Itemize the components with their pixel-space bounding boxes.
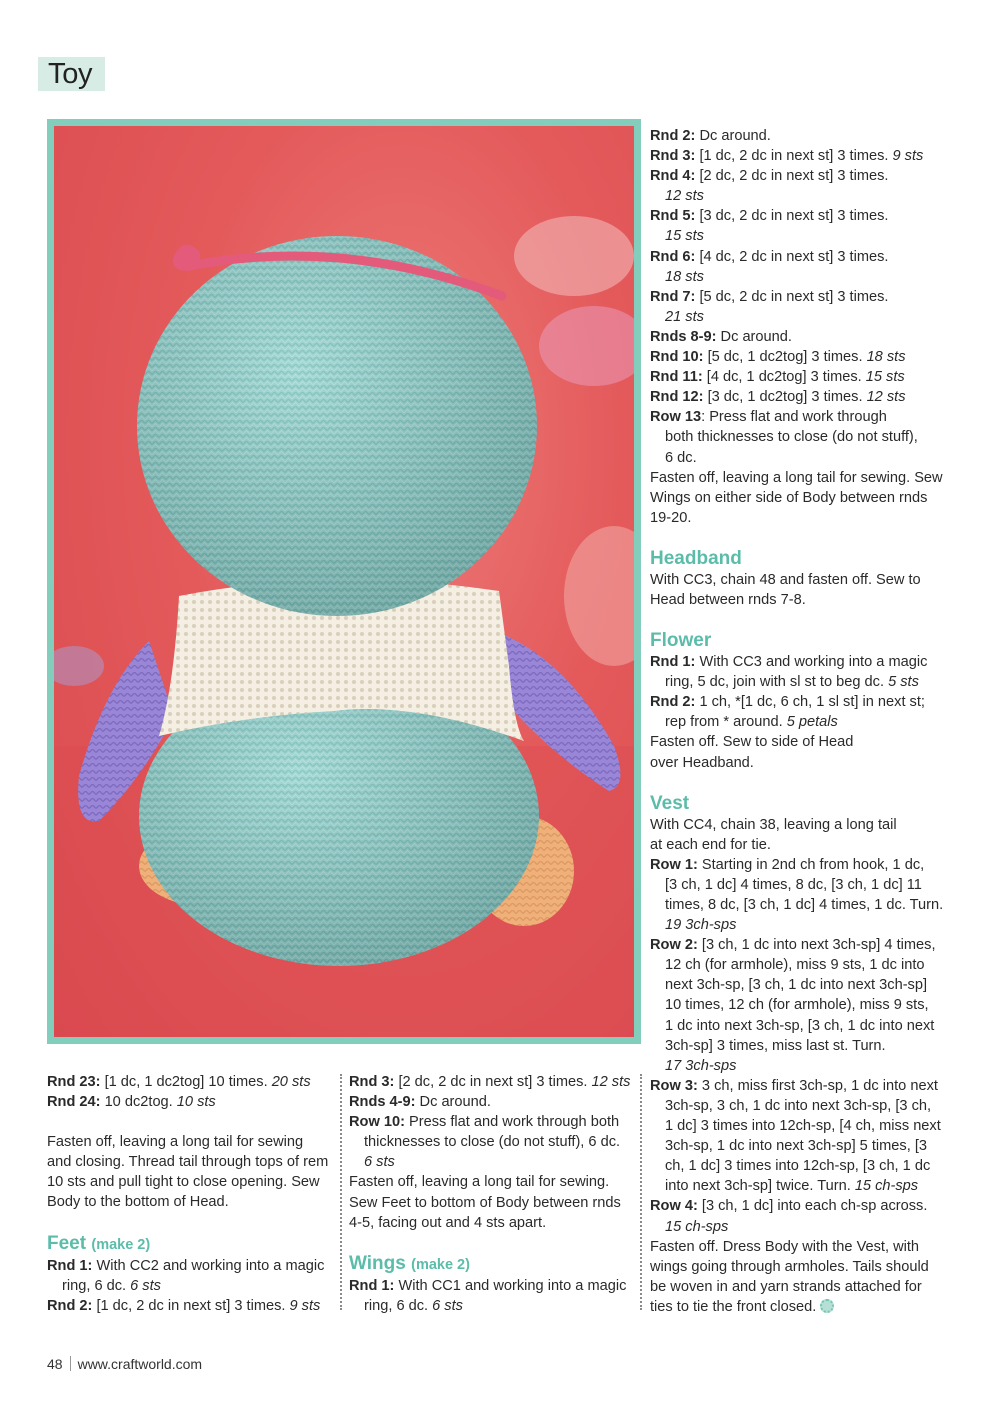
row-text: ch, 1 dc] 3 times into 12ch-sp, [3 ch, 1 dc — [665, 1158, 931, 1175]
feet-make-count: (make 2) — [91, 1236, 151, 1253]
row-text: be woven in and yarn strands attached for — [650, 1278, 922, 1295]
row-label: Rnd 3: — [349, 1074, 395, 1090]
text-line — [650, 287, 943, 307]
text-line — [650, 1036, 943, 1056]
stitch-count: 15 ch-sps — [854, 1178, 919, 1195]
section-title: Toy — [48, 58, 93, 90]
row-text: [2 dc, 2 dc in next st] 3 times. — [695, 168, 889, 185]
text-line — [349, 1276, 630, 1296]
body-rows-end — [47, 1072, 328, 1112]
row-text: [4 dc, 1 dc2tog] 3 times. — [702, 369, 866, 386]
row-text: 3 ch, miss first 3ch-sp, 1 dc into next — [697, 1077, 938, 1094]
row-text: thicknesses to close (do not stuff), 6 dc. — [364, 1134, 621, 1151]
row-text: 6 dc. — [665, 449, 697, 466]
stitch-count: 17 3ch-sps — [665, 1057, 737, 1074]
row-text: 10 sts and pull tight to close opening. Sew — [47, 1174, 320, 1191]
row-text: 12 ch (for armhole), miss 9 sts, 1 dc into — [665, 957, 925, 974]
row-label: Row 1: — [650, 856, 698, 873]
row-label: Row 4: — [650, 1198, 698, 1215]
stitch-count: 21 sts — [665, 308, 704, 325]
text-line — [650, 895, 943, 915]
row-text: Fasten off. Dress Body with the Vest, with — [650, 1238, 920, 1255]
text-line — [650, 327, 943, 347]
row-text: ring, 6 dc. — [62, 1277, 131, 1294]
text-line — [349, 1296, 630, 1316]
stitch-count: 18 sts — [866, 349, 906, 366]
row-text: [3 ch, 1 dc] into each ch-sp across. — [697, 1198, 928, 1215]
row-label: Rnd 2: — [47, 1297, 93, 1314]
row-text: [3 dc, 2 dc in next st] 3 times. — [695, 208, 889, 225]
row-label: Row 10: — [349, 1114, 405, 1131]
text-line — [650, 146, 943, 166]
stitch-count: 6 sts — [130, 1277, 161, 1294]
text-line — [349, 1172, 630, 1192]
row-text: With CC1 and working into a magic — [394, 1277, 627, 1294]
footer-url[interactable]: www.craftworld.com — [77, 1356, 203, 1372]
penguin-illustration — [54, 126, 634, 1037]
row-text: With CC4, chain 38, leaving a long tail — [650, 816, 897, 833]
stitch-count: 12 sts — [591, 1074, 631, 1090]
stitch-count: 9 sts — [289, 1297, 321, 1314]
row-text: over Headband. — [650, 754, 754, 771]
text-line — [650, 407, 943, 427]
text-line — [47, 1132, 328, 1152]
text-line — [650, 1257, 943, 1277]
row-text: [3 ch, 1 dc into next 3ch-sp] 4 times, — [697, 937, 936, 954]
row-label: Row 13 — [650, 409, 702, 426]
stitch-count: 5 petals — [786, 714, 838, 731]
photo — [47, 119, 641, 1044]
text-line — [650, 247, 943, 267]
right-column — [650, 126, 943, 1317]
row-text: Dc around. — [415, 1094, 491, 1111]
text-line — [349, 1072, 630, 1092]
row-label: Rnd 23: — [47, 1074, 101, 1090]
row-text: Press flat and work through both — [404, 1114, 620, 1131]
row-text: Fasten off, leaving a long tail for sewing — [47, 1134, 304, 1151]
text-line — [650, 652, 943, 672]
row-text: [5 dc, 1 dc2tog] 3 times. — [703, 349, 867, 366]
row-text: [2 dc, 2 dc in next st] 3 times. — [394, 1074, 592, 1090]
row-text: 3ch-sp] 3 times, miss last st. Turn. — [665, 1037, 886, 1054]
text-line — [650, 1016, 943, 1036]
row-label: Rnd 3: — [650, 148, 696, 165]
text-line — [650, 955, 943, 975]
text-line — [650, 815, 943, 835]
row-text: With CC2 and working into a magic — [92, 1257, 325, 1274]
text-line — [650, 570, 943, 590]
row-text: 1 dc] 3 times into 12ch-sp, [4 ch, miss next — [665, 1118, 941, 1135]
text-line — [650, 1196, 943, 1216]
row-text: 3ch-sp, 1 dc into next 3ch-sp] 5 times, [3 — [665, 1138, 928, 1155]
row-label: Rnd 4: — [650, 168, 696, 185]
text-line — [650, 935, 943, 955]
row-text: ring, 6 dc. — [364, 1297, 433, 1314]
row-text: 19-20. — [650, 509, 692, 526]
text-line — [650, 915, 943, 935]
wings-heading: Wings (make 2) — [349, 1252, 470, 1274]
text-line — [650, 126, 943, 146]
text-line — [650, 468, 943, 488]
text-line — [650, 448, 943, 468]
row-text: Fasten off, leaving a long tail for sewing. Sew — [650, 469, 943, 486]
page-footer — [47, 1356, 202, 1372]
feet-rows-end — [349, 1072, 630, 1233]
row-text: ring, 5 dc, join with sl st to beg dc. — [665, 674, 889, 691]
stitch-count: 15 sts — [865, 369, 905, 386]
text-line — [650, 855, 943, 875]
end-mark-icon — [820, 1299, 834, 1313]
wings-make-count: (make 2) — [411, 1256, 470, 1273]
row-label: Rnd 2: — [650, 128, 696, 144]
text-line — [349, 1213, 630, 1233]
text-line — [650, 1076, 943, 1096]
row-label: Rnd 1: — [349, 1277, 395, 1294]
text-line — [650, 427, 943, 447]
row-text: [3 dc, 1 dc2tog] 3 times. — [703, 389, 867, 406]
feet-heading: Feet (make 2) — [47, 1232, 151, 1254]
row-label: Row 2: — [650, 937, 698, 954]
text-line — [650, 166, 943, 186]
text-line — [650, 307, 943, 327]
text-line — [650, 995, 943, 1015]
flower-heading: Flower — [650, 630, 712, 652]
text-line — [47, 1092, 328, 1112]
row-text: With CC3 and working into a magic — [695, 654, 928, 671]
vest-text — [650, 815, 943, 1317]
column-divider-left — [340, 1074, 342, 1310]
text-line — [47, 1256, 328, 1276]
text-line — [650, 267, 943, 287]
pattern-rows-head — [650, 126, 943, 528]
row-text: wings going through armholes. Tails should — [650, 1258, 929, 1275]
row-text: Starting in 2nd ch from hook, 1 dc, — [697, 856, 925, 873]
row-text: 3ch-sp, 3 ch, 1 dc into next 3ch-sp, [3 ch, — [665, 1097, 932, 1114]
text-line — [47, 1072, 328, 1092]
row-text: Body to the bottom of Head. — [47, 1194, 229, 1211]
text-line — [349, 1092, 630, 1112]
text-line — [650, 753, 943, 773]
row-label: Rnd 12: — [650, 389, 704, 406]
stitch-count: 10 sts — [176, 1094, 216, 1111]
text-line — [650, 692, 943, 712]
text-line — [47, 1172, 328, 1192]
text-line — [650, 1176, 943, 1196]
row-text: rep from * around. — [665, 714, 787, 731]
text-line — [650, 1096, 943, 1116]
row-text: 10 times, 12 ch (for armhole), miss 9 sts, — [665, 997, 929, 1014]
row-label: Rnd 1: — [650, 654, 696, 671]
text-line — [650, 186, 943, 206]
row-text: both thicknesses to close (do not stuff), — [665, 429, 918, 446]
text-line — [650, 835, 943, 855]
row-text: Head between rnds 7-8. — [650, 591, 806, 608]
text-line — [650, 508, 943, 528]
stitch-count: 15 ch-sps — [665, 1218, 729, 1235]
row-text: [4 dc, 2 dc in next st] 3 times. — [695, 248, 889, 265]
text-line — [650, 590, 943, 610]
text-line — [650, 1136, 943, 1156]
vest-heading: Vest — [650, 792, 690, 814]
row-text: Sew Feet to bottom of Body between rnds — [349, 1194, 621, 1211]
text-line — [650, 387, 943, 407]
text-line — [650, 1277, 943, 1297]
row-label: Rnd 1: — [47, 1257, 93, 1274]
text-line — [349, 1132, 630, 1152]
wings-text — [349, 1276, 630, 1316]
text-line — [650, 1217, 943, 1237]
flower-text — [650, 652, 943, 773]
row-text: Fasten off, leaving a long tail for sewing. — [349, 1174, 610, 1191]
text-line — [650, 1297, 943, 1317]
text-line — [650, 226, 943, 246]
text-line — [650, 975, 943, 995]
row-text: [1 dc, 2 dc in next st] 3 times. — [695, 148, 893, 165]
text-line — [47, 1152, 328, 1172]
text-line — [349, 1112, 630, 1132]
bottom-left-column — [47, 1072, 328, 1316]
row-text: into next 3ch-sp] twice. Turn. — [665, 1178, 855, 1195]
row-label: Rnd 5: — [650, 208, 696, 225]
text-line — [650, 1056, 943, 1076]
row-text: 4-5, facing out and 4 sts apart. — [349, 1214, 547, 1231]
row-text: times, 8 dc, [3 ch, 1 dc] 4 times, 1 dc. Turn. — [665, 897, 944, 913]
stitch-count: 19 3ch-sps — [665, 917, 737, 934]
stitch-count: 18 sts — [665, 268, 704, 285]
row-label: Rnd 24: — [47, 1094, 101, 1111]
text-line — [650, 1116, 943, 1136]
stitch-count: 6 sts — [364, 1154, 395, 1171]
row-text: next 3ch-sp, [3 ch, 1 dc into next 3ch-sp] — [665, 977, 928, 994]
row-text: Dc around. — [716, 328, 792, 345]
headband-heading: Headband — [650, 547, 742, 569]
stitch-count: 6 sts — [432, 1297, 463, 1314]
headband-text — [650, 570, 943, 610]
row-text: and closing. Thread tail through tops of rem — [47, 1154, 329, 1171]
text-line — [650, 488, 943, 508]
row-text: : Press flat and work through — [701, 409, 887, 426]
bottom-middle-column — [349, 1072, 630, 1316]
body-finish-text — [47, 1132, 328, 1212]
text-line — [47, 1192, 328, 1212]
text-line — [349, 1152, 630, 1172]
row-text: Wings on either side of Body between rnds — [650, 489, 928, 506]
page-number: 48 — [47, 1356, 63, 1372]
stitch-count: 15 sts — [665, 228, 704, 245]
stitch-count: 9 sts — [892, 148, 924, 165]
stitch-count: 20 sts — [271, 1074, 311, 1090]
row-text: [5 dc, 2 dc in next st] 3 times. — [695, 288, 889, 305]
row-label: Rnd 10: — [650, 349, 704, 366]
column-divider-right — [640, 1074, 642, 1310]
row-text: at each end for tie. — [650, 836, 771, 853]
row-text: 1 ch, *[1 dc, 6 ch, 1 sl st] in next st; — [695, 694, 925, 711]
text-line — [349, 1193, 630, 1213]
text-line — [47, 1296, 328, 1316]
row-text: [1 dc, 2 dc in next st] 3 times. — [92, 1297, 290, 1314]
row-text: [3 ch, 1 dc] 4 times, 8 dc, [3 ch, 1 dc] 11 — [665, 876, 922, 893]
row-text: 1 dc into next 3ch-sp, [3 ch, 1 dc into next — [665, 1017, 935, 1034]
row-label: Rnd 6: — [650, 248, 696, 265]
stitch-count: 12 sts — [866, 389, 906, 406]
text-line — [650, 875, 943, 895]
row-label: Rnd 2: — [650, 694, 696, 711]
row-text: [1 dc, 1 dc2tog] 10 times. — [100, 1074, 272, 1090]
text-line — [650, 712, 943, 732]
stitch-count: 12 sts — [665, 188, 704, 205]
row-text: With CC3, chain 48 and fasten off. Sew to — [650, 571, 921, 588]
row-label: Rnd 7: — [650, 288, 696, 305]
section-tag — [38, 57, 105, 91]
text-line — [650, 1237, 943, 1257]
text-line — [650, 347, 943, 367]
row-text: Fasten off. Sew to side of Head — [650, 734, 854, 751]
row-text: ties to tie the front closed. — [650, 1298, 817, 1315]
row-text: Dc around. — [695, 128, 771, 144]
text-line — [650, 367, 943, 387]
feet-text — [47, 1256, 328, 1316]
text-line — [650, 672, 943, 692]
row-label: Rnd 11: — [650, 369, 703, 386]
text-line — [650, 206, 943, 226]
row-label: Row 3: — [650, 1077, 698, 1094]
stitch-count: 5 sts — [888, 674, 919, 691]
text-line — [650, 732, 943, 752]
text-line — [650, 1156, 943, 1176]
row-label: Rnds 8-9: — [650, 328, 717, 345]
row-label: Rnds 4-9: — [349, 1094, 416, 1111]
row-text: 10 dc2tog. — [100, 1094, 177, 1111]
text-line — [47, 1276, 328, 1296]
